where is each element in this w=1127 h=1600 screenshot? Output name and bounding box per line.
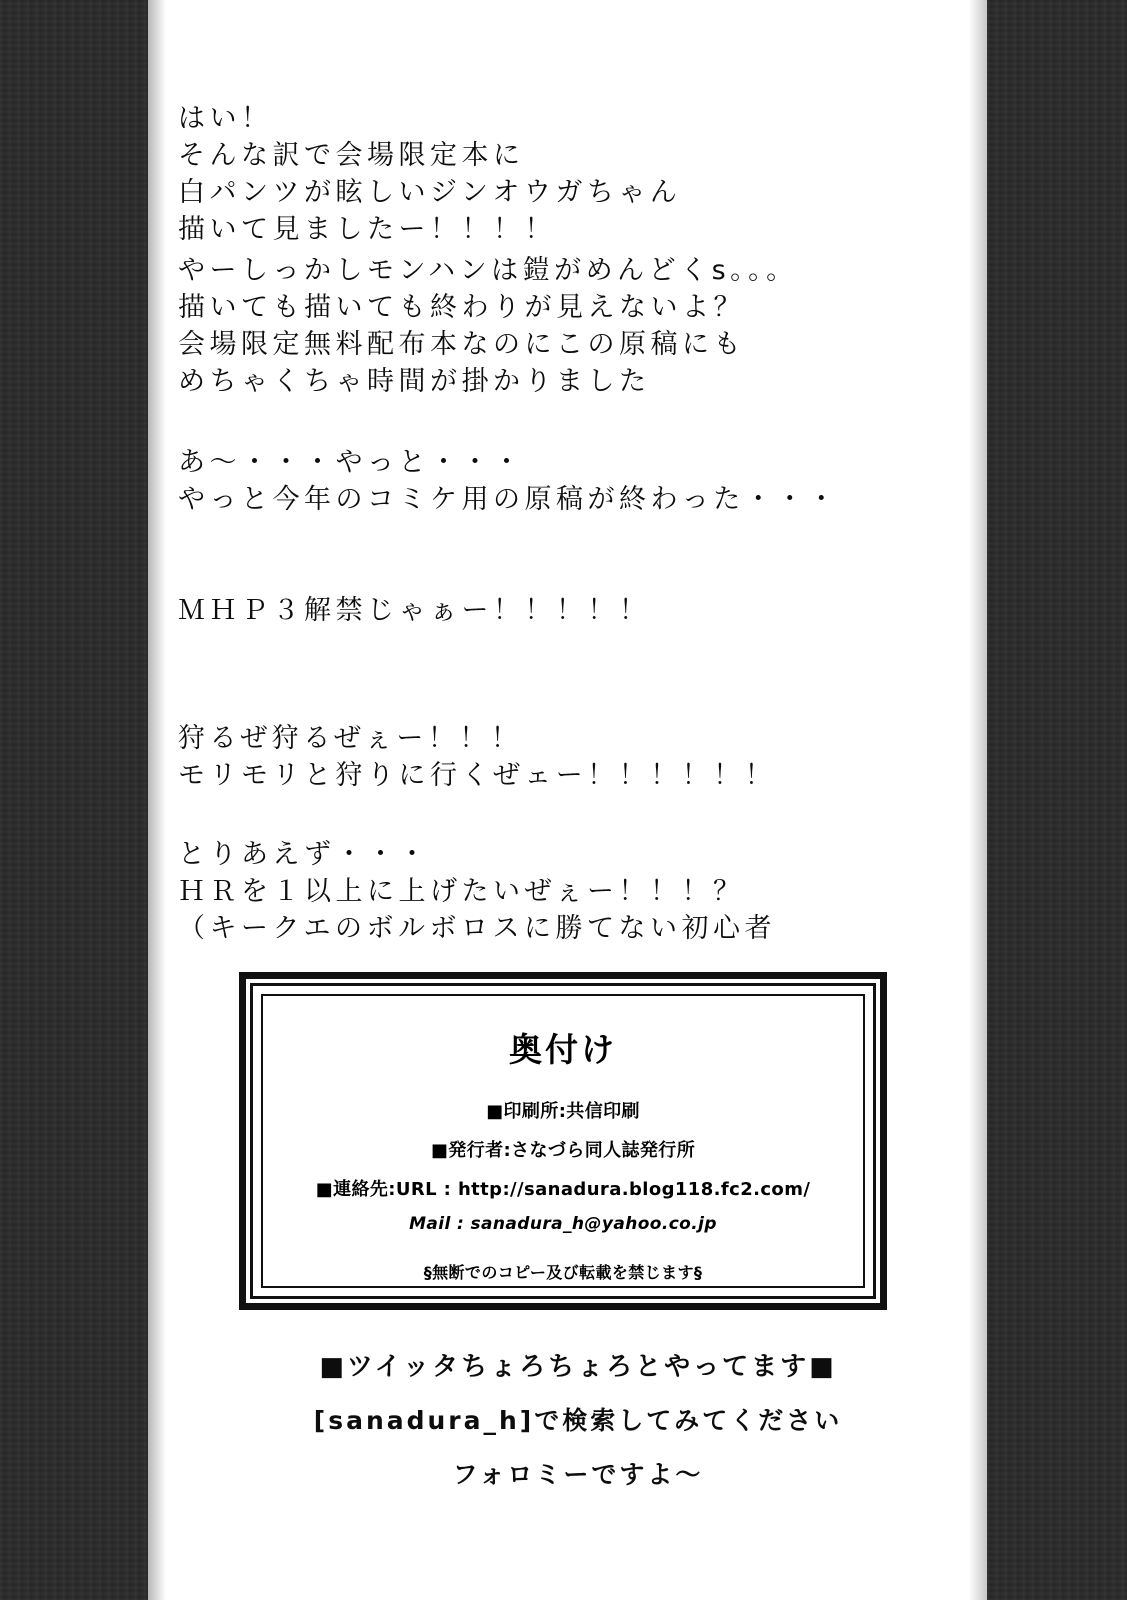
paragraph-mhp3 — [178, 592, 978, 629]
colophon-publisher: ■発行者:さなづら同人誌発行所 — [430, 1140, 696, 1161]
footer-follow-line: フォロミーですよ～ — [452, 1460, 704, 1489]
text-line: そんな訳で会場限定本に — [178, 140, 525, 171]
scan-edge-left — [0, 0, 148, 1600]
text-line: 会場限定無料配布本なのにこの原稿にも — [178, 329, 745, 360]
text-line: 描いて見ましたー！！！！ — [178, 214, 556, 245]
paragraph-monhan — [178, 252, 978, 400]
text-line: やーしっかしモンハンは鎧がめんどくs。。。 — [178, 255, 798, 286]
text-line: 狩るぜ狩るぜぇー！！！ — [178, 723, 523, 754]
footer-block — [178, 1340, 978, 1502]
paragraph-hr — [178, 836, 978, 947]
paragraph-intro — [178, 100, 978, 248]
text-line: ＭＨＰ３解禁じゃぁー！！！！！ — [178, 595, 651, 626]
colophon-inner-frame — [250, 983, 876, 1299]
text-line: 描いても描いても終わりが見えないよ？ — [178, 292, 745, 323]
colophon-title: 奥付け — [509, 1030, 617, 1069]
scan-edge-right — [987, 0, 1127, 1600]
colophon-box — [239, 972, 887, 1310]
text-line: やっと今年のコミケ用の原稿が終わった・・・ — [178, 484, 840, 515]
text-line: ＨＲを１以上に上げたいぜぇー！！！？ — [178, 876, 745, 907]
text-line: （キークエのボルボロスに勝てない初心者 — [178, 913, 776, 944]
paragraph-hunt — [178, 720, 978, 794]
page-content — [178, 0, 978, 1600]
footer-handle-line: [sanadura_h]で検索してみてください — [313, 1406, 843, 1435]
colophon-copyright-notice: §無断でのコピー及び転載を禁じます§ — [423, 1263, 703, 1282]
text-line: 白パンツが眩しいジンオウガちゃん — [178, 177, 682, 208]
colophon-printer: ■印刷所:共信印刷 — [486, 1101, 640, 1122]
paragraph-finished — [178, 444, 978, 518]
colophon-contact-mail[interactable]: Mail : sanadura_h@yahoo.co.jp — [409, 1214, 717, 1234]
text-line: はい！ — [178, 103, 273, 134]
text-line: とりあえず・・・ — [178, 839, 430, 870]
colophon-contact-url[interactable]: ■連絡先:URL : http://sanadura.blog118.fc2.com/ — [315, 1179, 811, 1200]
text-line: モリモリと狩りに行くぜェー！！！！！！ — [178, 760, 777, 791]
text-line: あ～・・・やっと・・・ — [178, 447, 525, 478]
scan-edge-left-shadow — [148, 0, 166, 1600]
text-line: めちゃくちゃ時間が掛かりました — [178, 366, 651, 397]
footer-twitter-line: ■ツイッタちょろちょろとやってます■ — [319, 1352, 837, 1382]
